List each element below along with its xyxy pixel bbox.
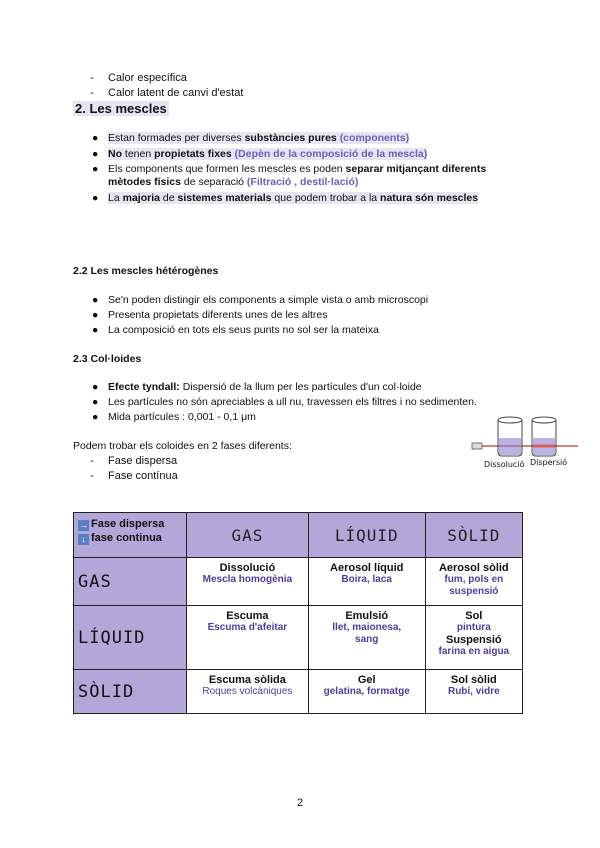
list-item: - Fase dispersa [90,455,178,467]
list-item: ● Presenta propietats diferents unes de les altres [92,309,328,321]
section-heading: 2.3 Col·loides [73,353,142,365]
tyndall-illustration [470,410,580,472]
list-item: ● Efecte tyndall: Dispersió de la llum per les partícules d'un col·loide [92,381,422,393]
list-item: ● La majoria de sistemes materials que podem trobar a la natura són mescles [92,192,479,204]
table-legend: → Fase dispersa ↓ fase continua [74,513,187,558]
arrow-down-icon: ↓ [78,534,89,545]
list-item: ● Els components que formen les mescles es poden separar mitjançant diferents mètodes físics de separació (Filtració , destil·lació) [92,163,487,188]
table-row [74,606,523,670]
table-cell: Emulsió llet, maionesa, sang [308,606,425,670]
column-header: LÍQUID [308,513,425,558]
table-row [74,670,523,714]
table-cell: Escuma sòlida Roques volcàniques [187,670,309,714]
row-header: LÍQUID [74,606,187,670]
list-item: ● La composició en tots els seus punts no sol ser la mateixa [92,324,379,336]
row-header: GAS [74,558,187,606]
table-cell: Aerosol líquid Boira, laca [308,558,425,606]
table-cell: Sol pintura Suspensió farina en aigua [425,606,522,670]
arrow-right-icon: → [79,520,88,530]
label: Dissolució [484,460,525,469]
column-header: SÒLID [425,513,522,558]
beakers-icon [470,410,580,462]
list-item: - Calor latent de canvi d'estat [90,87,244,99]
table-row [74,558,523,606]
paragraph: Podem trobar els coloides en 2 fases diferents: [73,440,292,452]
section-heading: 2. Les mescles [75,101,167,116]
row-header: SÒLID [74,670,187,714]
column-header: GAS [187,513,309,558]
section-heading: 2.2 Les mescles hétérogènes [73,265,219,277]
list-item: ● No tenen propietats fixes (Depèn de la composició de la mescla) [92,148,428,160]
list-item: ● Estan formades per diverses substàncies pures (components) [92,132,410,144]
list-item: ● Les partícules no són apreciables a ull nu, travessen els filtres i no sedimenten. [92,396,477,408]
colloid-table [73,512,523,714]
list-item: ● Se'n poden distingir els components a simple vista o amb microscopi [92,294,429,306]
page-number: 2 [296,797,304,809]
table-cell: Sol sòlid Rubí, vidre [425,670,522,714]
table-cell: Escuma Escuma d'afeitar [187,606,309,670]
list-item: - Calor específica [90,72,187,84]
list-item: ● Mida partícules : 0,001 - 0,1 μm [92,411,256,423]
table-cell: Dissolució Mescla homogènia [187,558,309,606]
list-item: - Fase contínua [90,470,178,482]
label: Dispersió [530,458,568,467]
table-cell: Gel gelatina, formatge [308,670,425,714]
table-cell: Aerosol sòlid fum, pols en suspensió [425,558,522,606]
